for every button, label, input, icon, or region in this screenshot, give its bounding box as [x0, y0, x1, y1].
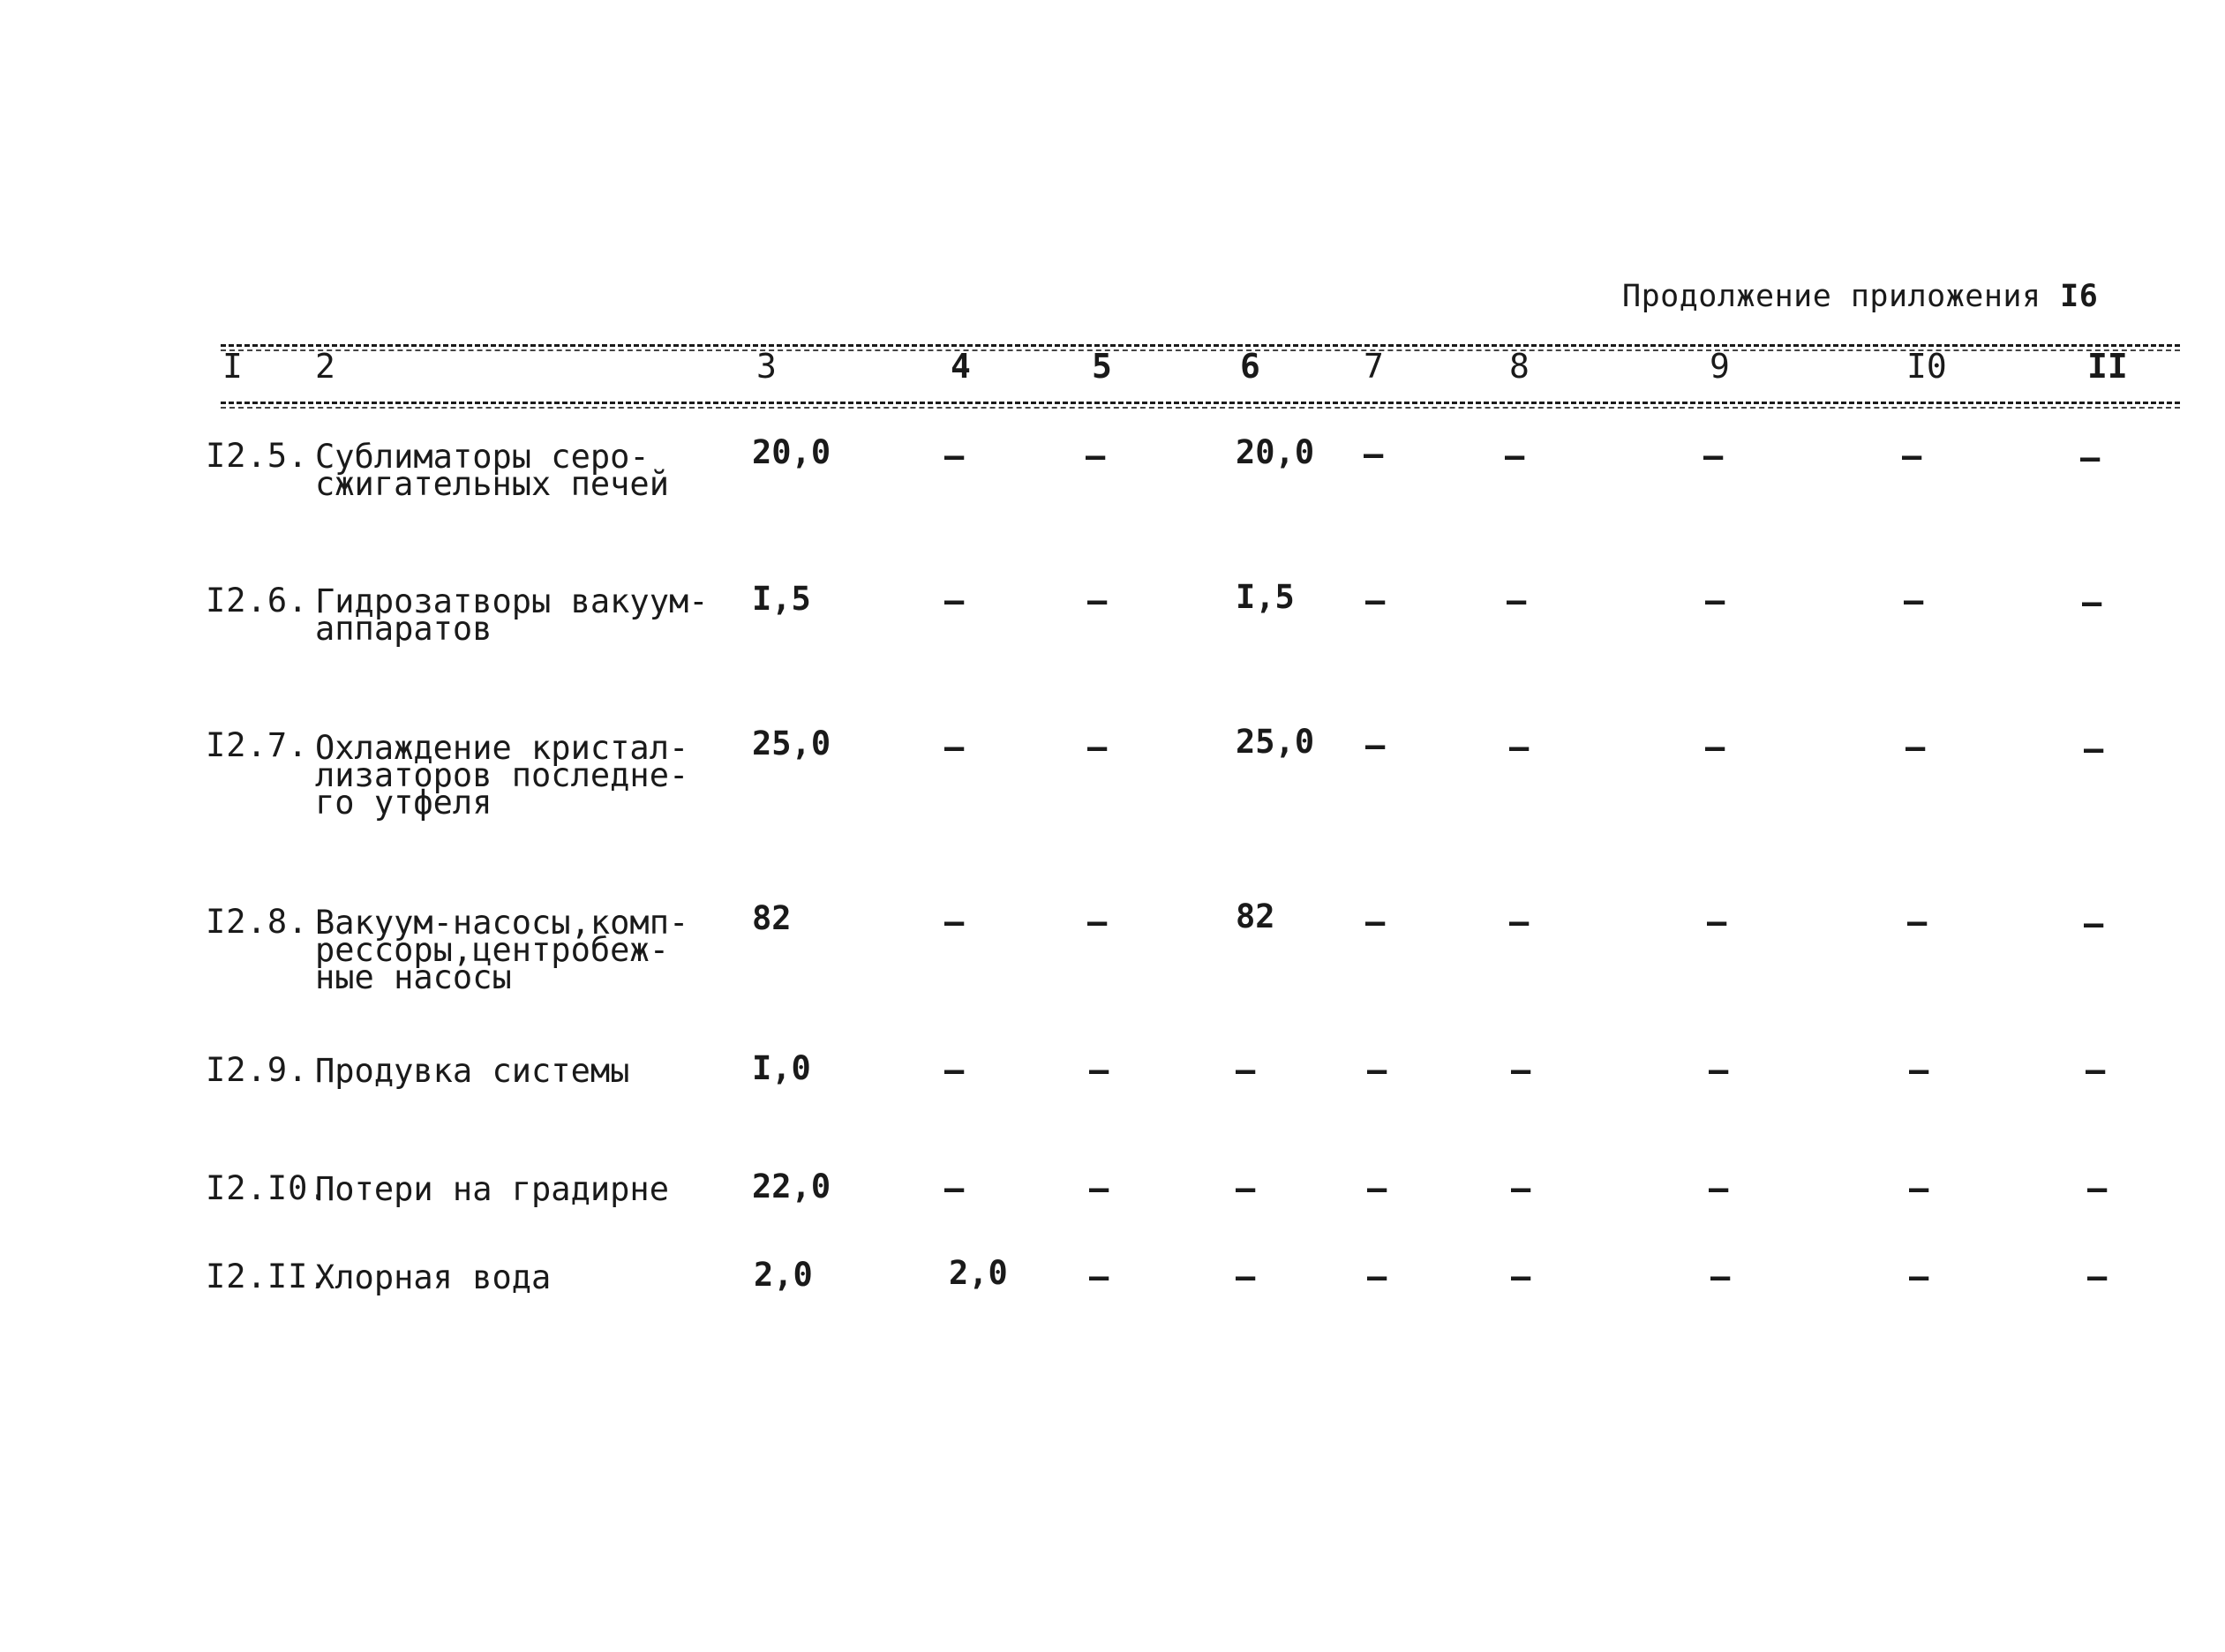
header-bottom-rule — [221, 402, 2180, 404]
cell-col-6: – — [1236, 1051, 1256, 1089]
caption-text: Продолжение приложения — [1622, 279, 2041, 314]
cell-col-10: – — [1909, 1169, 1929, 1207]
row-name-line: Вакуум-насосы,комп- — [315, 904, 689, 942]
column-header-5: 5 — [1092, 347, 1112, 386]
column-header-6: 6 — [1240, 347, 1260, 386]
header-bottom-rule-inner — [221, 407, 2180, 409]
cell-col-4: – — [944, 1051, 965, 1089]
cell-col-3: 82 — [752, 899, 792, 937]
cell-col-5: – — [1087, 903, 1108, 941]
column-header-7: 7 — [1364, 347, 1384, 386]
cell-col-3: 22,0 — [752, 1168, 831, 1205]
column-header-4: 4 — [951, 347, 971, 386]
row-name-line: Продувка системы — [315, 1052, 630, 1090]
cell-col-3: 25,0 — [752, 725, 831, 762]
row-name-line: го утфеля — [315, 784, 492, 822]
cell-col-6: 25,0 — [1236, 723, 1315, 761]
cell-col-6: – — [1236, 1169, 1256, 1207]
column-header-1: I — [222, 347, 243, 386]
cell-col-9: – — [1709, 1051, 1729, 1089]
cell-col-5: – — [1089, 1051, 1109, 1089]
row-number: I2.7. — [206, 726, 309, 764]
row-name — [315, 438, 669, 503]
header-top-rule — [221, 344, 2180, 347]
row-name — [315, 729, 689, 822]
cell-col-11: – — [2080, 439, 2101, 477]
cell-col-9: – — [1705, 728, 1725, 766]
cell-col-5: – — [1087, 582, 1108, 620]
cell-col-4: – — [944, 437, 965, 475]
caption-number: I6 — [2060, 279, 2099, 314]
cell-col-3: I,0 — [752, 1049, 811, 1087]
row-number: I2.6. — [206, 582, 309, 620]
header-top-rule-inner — [221, 349, 2180, 351]
row-name — [315, 582, 709, 648]
cell-col-4: – — [944, 582, 965, 620]
cell-col-8: – — [1507, 582, 1527, 620]
cell-col-6: – — [1236, 1258, 1256, 1295]
cell-col-8: – — [1509, 728, 1530, 766]
cell-col-8: – — [1511, 1258, 1531, 1295]
cell-col-3: I,5 — [752, 580, 811, 618]
cell-col-8: – — [1505, 437, 1525, 475]
row-number: I2.5. — [206, 437, 309, 475]
row-name — [315, 1258, 552, 1296]
column-header-3: 3 — [756, 347, 777, 386]
row-name-line: аппаратов — [315, 610, 492, 648]
cell-col-7: – — [1365, 582, 1386, 620]
cell-col-10: – — [1909, 1051, 1929, 1089]
cell-col-8: – — [1511, 1051, 1531, 1089]
row-name-line: Хлорная вода — [315, 1258, 552, 1296]
cell-col-6: 20,0 — [1236, 433, 1315, 471]
cell-col-11: – — [2087, 1258, 2108, 1295]
cell-col-9: – — [1710, 1258, 1731, 1295]
cell-col-7: – — [1365, 726, 1386, 764]
cell-col-5: – — [1087, 728, 1108, 766]
cell-col-5: – — [1089, 1169, 1109, 1207]
row-name — [315, 1052, 630, 1090]
row-number: I2.9. — [206, 1051, 309, 1089]
cell-col-7: – — [1367, 1051, 1387, 1089]
cell-col-6: 82 — [1236, 897, 1275, 935]
cell-col-11: – — [2082, 583, 2102, 621]
cell-col-10: – — [1902, 437, 1922, 475]
cell-col-10: – — [1906, 728, 1926, 766]
column-header-8: 8 — [1509, 347, 1530, 386]
row-name-line: Охлаждение кристал- — [315, 729, 689, 767]
cell-col-5: – — [1089, 1258, 1109, 1295]
cell-col-10: – — [1904, 582, 1924, 620]
column-header-9: 9 — [1710, 347, 1730, 386]
row-name-line: сжигательных печей — [315, 465, 669, 503]
cell-col-9: – — [1707, 903, 1727, 941]
cell-col-4: – — [944, 903, 965, 941]
cell-col-11: – — [2084, 730, 2104, 768]
column-header-11: II — [2087, 347, 2128, 386]
row-name-line: лизаторов последне- — [315, 756, 689, 794]
cell-col-7: – — [1367, 1169, 1387, 1207]
cell-col-7: – — [1365, 903, 1386, 941]
cell-col-11: – — [2087, 1169, 2108, 1207]
column-header-10: I0 — [1906, 347, 1947, 386]
row-name — [315, 1170, 669, 1208]
cell-col-9: – — [1705, 582, 1725, 620]
cell-col-7: – — [1364, 435, 1384, 473]
row-number: I2.8. — [206, 903, 309, 941]
table-caption — [1622, 279, 2098, 314]
cell-col-7: – — [1367, 1258, 1387, 1295]
row-name-line: Гидрозатворы вакуум- — [315, 582, 709, 620]
row-number: I2.I0. — [206, 1169, 329, 1207]
cell-col-8: – — [1509, 903, 1530, 941]
cell-col-4: – — [944, 1169, 965, 1207]
row-name-line: ные насосы — [315, 958, 512, 996]
cell-col-11: – — [2086, 1051, 2106, 1089]
row-number: I2.II. — [206, 1258, 329, 1295]
row-name — [315, 904, 689, 996]
row-name-line: Сублиматоры серо- — [315, 438, 650, 476]
cell-col-5: – — [1086, 437, 1106, 475]
cell-col-8: – — [1511, 1169, 1531, 1207]
cell-col-10: – — [1909, 1258, 1929, 1295]
cell-col-10: – — [1907, 903, 1928, 941]
cell-col-3: 2,0 — [754, 1256, 813, 1294]
column-header-2: 2 — [315, 347, 335, 386]
cell-col-4: – — [944, 728, 965, 766]
cell-col-9: – — [1703, 437, 1724, 475]
cell-col-9: – — [1709, 1169, 1729, 1207]
cell-col-11: – — [2084, 905, 2104, 942]
cell-col-4: 2,0 — [949, 1254, 1008, 1292]
cell-col-3: 20,0 — [752, 433, 831, 471]
cell-col-6: I,5 — [1236, 578, 1295, 616]
row-name-line: рессоры,центробеж- — [315, 931, 669, 969]
row-name-line: Потери на градирне — [315, 1170, 669, 1208]
